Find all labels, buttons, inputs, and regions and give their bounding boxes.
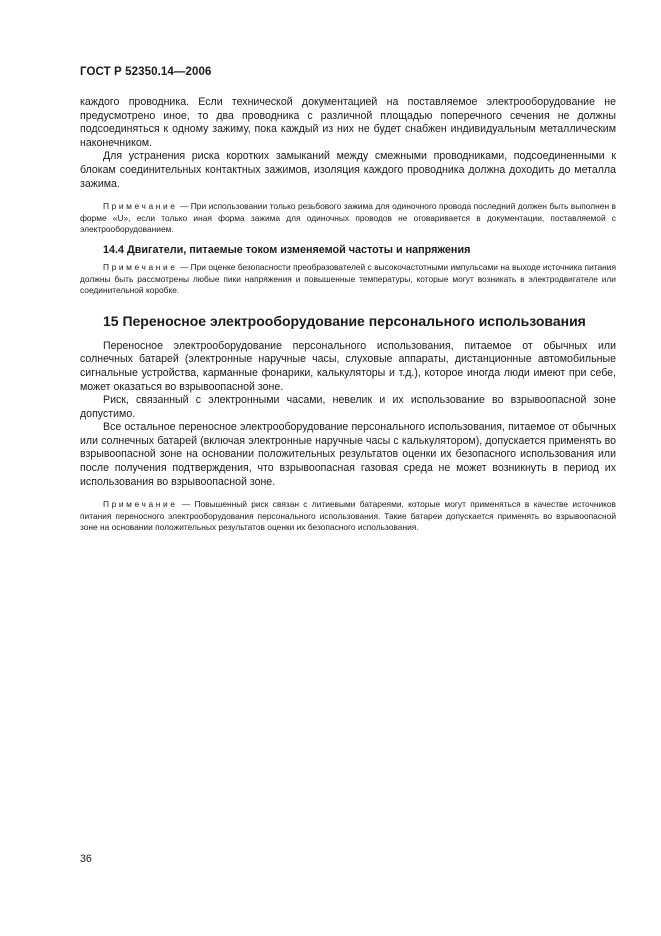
paragraph-portable-equipment: Переносное электрооборудование персонального использования, питаемое от обычных или солнечных батарей (электронные наручные часы, слуховые аппараты, дистанционные автомобильные сигнальные устройства, карманные фонарики, калькуляторы и т.д.), которое иногда люди имеют при себе, может оказаться во взрывоопасной зоне. (80, 339, 616, 393)
note-lithium (80, 499, 616, 534)
document-header: ГОСТ Р 52350.14—2006 (80, 66, 212, 78)
note-converters (80, 262, 616, 297)
note-terminal (80, 201, 616, 236)
page-number: 36 (80, 853, 92, 865)
note-text: — При оценке безопасности преобразователей с высокочастотными импульсами на выходе источника питания должны быть рассмотрены любые пики напряжения и повышенные температуры, которые могут возникать в электродвигателе или соединительной коробке. (80, 261, 616, 296)
note-label: Примечание (103, 261, 178, 272)
section-heading: 15 Переносное электрооборудование персонального использования (103, 312, 586, 329)
note-label: Примечание (103, 201, 178, 212)
paragraph-short-circuit: Для устранения риска коротких замыканий между смежными проводниками, подсоединенными к блокам соединительных контактных зажимов, изоляция каждого проводника должна доходить до металла зажима. (80, 150, 616, 190)
paragraph-continuation: каждого проводника. Если технической документацией на поставляемое электрооборудование не предусмотрено иное, то два проводника с различной площадью поперечного сечения не должны подсоединяться к одному зажиму, пока каждый из них не будет снабжен индивидуальным металлическим наконечником. (80, 96, 616, 149)
note-label: Примечание (103, 499, 178, 510)
paragraph-other-equipment: Все остальное переносное электрооборудование персонального использования, питаемое от обычных или солнечных батарей (включая электронные наручные часы с калькулятором), допускается применять во взрывоопасной зоне на основании положительных результатов оценки их безопасного использования или после получения подтверждения, что взрывоопасная газовая среда не может возникнуть в период их использования во взрывоопасной зоне. (80, 421, 616, 488)
note-text: — Повышенный риск связан с литиевыми батареями, которые могут применяться в качестве источников питания переносного электрооборудования персонального использования. Такие батареи допускается применять во взрывоопасной зоне на основании положительных результатов оценки их безопасного использования. (80, 499, 616, 533)
paragraph-watch-risk: Риск, связанный с электронными часами, невелик и их использование во взрывоопасной зоне допустимо. (80, 394, 616, 420)
subsection-heading: 14.4 Двигатели, питаемые током изменяемой частоты и напряжения (103, 243, 471, 256)
document-body (80, 96, 616, 534)
note-text: — При использовании только резьбового зажима для одиночного провода последний должен быть выполнен в форме «U», если только иная форма зажима для одиночных проводов не оговаривается в документации, поставляемой с электрооборудованием. (80, 201, 616, 235)
